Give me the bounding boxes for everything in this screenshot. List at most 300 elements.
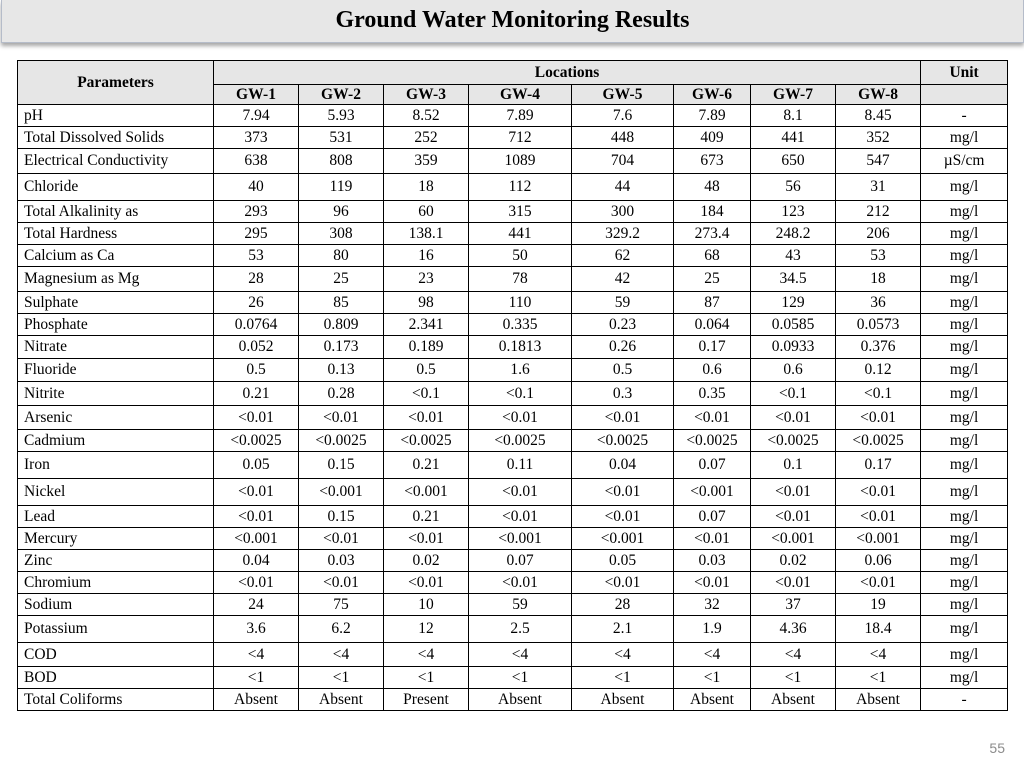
value-cell: 712 xyxy=(469,127,572,149)
value-cell: 25 xyxy=(299,267,384,292)
value-cell: 0.0933 xyxy=(751,336,836,359)
value-cell: 36 xyxy=(836,292,921,314)
table-row xyxy=(18,336,1008,359)
page-number: 55 xyxy=(989,740,1005,756)
value-cell: 98 xyxy=(384,292,469,314)
value-cell: 0.06 xyxy=(836,550,921,572)
value-cell: <0.1 xyxy=(836,382,921,406)
parameter-cell: Mercury xyxy=(18,528,214,550)
value-cell: 329.2 xyxy=(572,223,674,245)
parameter-cell: Lead xyxy=(18,506,214,528)
value-cell: 28 xyxy=(572,594,674,616)
unit-cell: mg/l xyxy=(921,336,1008,359)
value-cell: 2.341 xyxy=(384,314,469,336)
parameter-cell: Zinc xyxy=(18,550,214,572)
parameter-cell: Arsenic xyxy=(18,406,214,430)
parameter-cell: Electrical Conductivity xyxy=(18,149,214,174)
value-cell: <0.0025 xyxy=(469,430,572,452)
value-cell: <0.01 xyxy=(299,528,384,550)
parameter-cell: BOD xyxy=(18,667,214,689)
header-site: GW-6 xyxy=(674,85,751,105)
value-cell: <1 xyxy=(674,667,751,689)
value-cell: 23 xyxy=(384,267,469,292)
table-body xyxy=(18,105,1008,711)
value-cell: 0.17 xyxy=(674,336,751,359)
unit-cell: mg/l xyxy=(921,292,1008,314)
value-cell: <0.01 xyxy=(674,528,751,550)
value-cell: Present xyxy=(384,689,469,711)
value-cell: 2.5 xyxy=(469,616,572,643)
value-cell: 409 xyxy=(674,127,751,149)
header-unit: Unit xyxy=(921,61,1008,85)
unit-cell: mg/l xyxy=(921,223,1008,245)
table-row xyxy=(18,314,1008,336)
value-cell: <1 xyxy=(751,667,836,689)
value-cell: 25 xyxy=(674,267,751,292)
value-cell: <0.001 xyxy=(469,528,572,550)
value-cell: 2.1 xyxy=(572,616,674,643)
parameter-cell: Sodium xyxy=(18,594,214,616)
parameter-cell: Total Alkalinity as xyxy=(18,201,214,223)
value-cell: 352 xyxy=(836,127,921,149)
value-cell: 10 xyxy=(384,594,469,616)
table-row xyxy=(18,528,1008,550)
value-cell: 40 xyxy=(214,174,299,201)
value-cell: 0.189 xyxy=(384,336,469,359)
value-cell: 44 xyxy=(572,174,674,201)
value-cell: 1.6 xyxy=(469,359,572,382)
value-cell: 53 xyxy=(214,245,299,267)
value-cell: 704 xyxy=(572,149,674,174)
unit-cell: mg/l xyxy=(921,127,1008,149)
unit-cell: mg/l xyxy=(921,382,1008,406)
value-cell: <4 xyxy=(299,643,384,667)
table-row xyxy=(18,201,1008,223)
unit-cell: mg/l xyxy=(921,479,1008,506)
table-row xyxy=(18,267,1008,292)
unit-cell: mg/l xyxy=(921,452,1008,479)
value-cell: <0.001 xyxy=(572,528,674,550)
value-cell: 50 xyxy=(469,245,572,267)
value-cell: <0.01 xyxy=(572,572,674,594)
value-cell: 0.02 xyxy=(751,550,836,572)
table-row xyxy=(18,105,1008,127)
value-cell: 300 xyxy=(572,201,674,223)
value-cell: 531 xyxy=(299,127,384,149)
value-cell: <0.0025 xyxy=(572,430,674,452)
value-cell: <0.01 xyxy=(572,479,674,506)
value-cell: 0.376 xyxy=(836,336,921,359)
value-cell: 0.064 xyxy=(674,314,751,336)
value-cell: <0.01 xyxy=(384,528,469,550)
value-cell: 0.04 xyxy=(214,550,299,572)
unit-cell: mg/l xyxy=(921,359,1008,382)
value-cell: Absent xyxy=(469,689,572,711)
header-site: GW-2 xyxy=(299,85,384,105)
value-cell: <0.01 xyxy=(674,406,751,430)
value-cell: 0.052 xyxy=(214,336,299,359)
value-cell: 26 xyxy=(214,292,299,314)
value-cell: 80 xyxy=(299,245,384,267)
value-cell: 59 xyxy=(469,594,572,616)
value-cell: 0.173 xyxy=(299,336,384,359)
value-cell: <0.01 xyxy=(836,406,921,430)
value-cell: 0.1813 xyxy=(469,336,572,359)
value-cell: 293 xyxy=(214,201,299,223)
header-site: GW-4 xyxy=(469,85,572,105)
table-row xyxy=(18,643,1008,667)
value-cell: 0.6 xyxy=(674,359,751,382)
value-cell: 8.45 xyxy=(836,105,921,127)
parameter-cell: Fluoride xyxy=(18,359,214,382)
value-cell: <0.01 xyxy=(836,506,921,528)
value-cell: <0.0025 xyxy=(384,430,469,452)
table-row xyxy=(18,406,1008,430)
value-cell: <1 xyxy=(299,667,384,689)
value-cell: <0.01 xyxy=(751,406,836,430)
value-cell: <4 xyxy=(214,643,299,667)
value-cell: <0.01 xyxy=(751,572,836,594)
value-cell: 6.2 xyxy=(299,616,384,643)
value-cell: 547 xyxy=(836,149,921,174)
value-cell: 359 xyxy=(384,149,469,174)
value-cell: 0.05 xyxy=(572,550,674,572)
value-cell: 123 xyxy=(751,201,836,223)
value-cell: <0.01 xyxy=(469,406,572,430)
value-cell: <0.01 xyxy=(469,506,572,528)
value-cell: 0.15 xyxy=(299,506,384,528)
value-cell: 138.1 xyxy=(384,223,469,245)
value-cell: 28 xyxy=(214,267,299,292)
parameter-cell: Nickel xyxy=(18,479,214,506)
title-bar xyxy=(1,0,1024,43)
value-cell: 112 xyxy=(469,174,572,201)
value-cell: 68 xyxy=(674,245,751,267)
header-parameters: Parameters xyxy=(18,61,214,105)
table-row xyxy=(18,572,1008,594)
value-cell: 8.1 xyxy=(751,105,836,127)
value-cell: 0.07 xyxy=(674,452,751,479)
value-cell: 16 xyxy=(384,245,469,267)
value-cell: 37 xyxy=(751,594,836,616)
value-cell: <4 xyxy=(469,643,572,667)
value-cell: 31 xyxy=(836,174,921,201)
value-cell: 0.03 xyxy=(674,550,751,572)
unit-cell: mg/l xyxy=(921,245,1008,267)
value-cell: 0.0573 xyxy=(836,314,921,336)
value-cell: 0.6 xyxy=(751,359,836,382)
value-cell: <0.001 xyxy=(674,479,751,506)
value-cell: 59 xyxy=(572,292,674,314)
value-cell: <0.01 xyxy=(751,506,836,528)
table-row xyxy=(18,149,1008,174)
value-cell: 48 xyxy=(674,174,751,201)
value-cell: 0.21 xyxy=(214,382,299,406)
value-cell: 0.35 xyxy=(674,382,751,406)
table-row xyxy=(18,616,1008,643)
value-cell: <0.001 xyxy=(751,528,836,550)
value-cell: Absent xyxy=(836,689,921,711)
header-locations: Locations xyxy=(214,61,921,85)
value-cell: <0.0025 xyxy=(674,430,751,452)
value-cell: <4 xyxy=(836,643,921,667)
value-cell: Absent xyxy=(572,689,674,711)
value-cell: 0.21 xyxy=(384,506,469,528)
parameter-cell: Phosphate xyxy=(18,314,214,336)
header-site: GW-5 xyxy=(572,85,674,105)
value-cell: 7.89 xyxy=(674,105,751,127)
value-cell: 87 xyxy=(674,292,751,314)
value-cell: 7.89 xyxy=(469,105,572,127)
value-cell: 5.93 xyxy=(299,105,384,127)
unit-cell: mg/l xyxy=(921,594,1008,616)
unit-cell: mg/l xyxy=(921,430,1008,452)
value-cell: <1 xyxy=(469,667,572,689)
unit-cell: mg/l xyxy=(921,528,1008,550)
parameter-cell: pH xyxy=(18,105,214,127)
header-row-top xyxy=(18,61,1008,85)
value-cell: <0.01 xyxy=(214,406,299,430)
unit-cell: mg/l xyxy=(921,643,1008,667)
value-cell: Absent xyxy=(214,689,299,711)
value-cell: 0.809 xyxy=(299,314,384,336)
unit-cell: mg/l xyxy=(921,406,1008,430)
value-cell: 19 xyxy=(836,594,921,616)
value-cell: <0.0025 xyxy=(836,430,921,452)
header-unit-blank xyxy=(921,85,1008,105)
value-cell: <0.01 xyxy=(214,506,299,528)
value-cell: <0.01 xyxy=(299,406,384,430)
value-cell: 808 xyxy=(299,149,384,174)
unit-cell: mg/l xyxy=(921,572,1008,594)
header-site: GW-8 xyxy=(836,85,921,105)
value-cell: 0.21 xyxy=(384,452,469,479)
value-cell: 0.335 xyxy=(469,314,572,336)
value-cell: 0.1 xyxy=(751,452,836,479)
unit-cell: mg/l xyxy=(921,667,1008,689)
table-row xyxy=(18,127,1008,149)
value-cell: 206 xyxy=(836,223,921,245)
value-cell: <1 xyxy=(572,667,674,689)
value-cell: 24 xyxy=(214,594,299,616)
value-cell: <1 xyxy=(384,667,469,689)
value-cell: 0.5 xyxy=(572,359,674,382)
value-cell: 42 xyxy=(572,267,674,292)
value-cell: <4 xyxy=(572,643,674,667)
table-row xyxy=(18,452,1008,479)
value-cell: 0.13 xyxy=(299,359,384,382)
unit-cell: µS/cm xyxy=(921,149,1008,174)
value-cell: 18 xyxy=(384,174,469,201)
value-cell: 0.0585 xyxy=(751,314,836,336)
value-cell: 4.36 xyxy=(751,616,836,643)
value-cell: 0.12 xyxy=(836,359,921,382)
value-cell: <1 xyxy=(836,667,921,689)
value-cell: 252 xyxy=(384,127,469,149)
value-cell: 673 xyxy=(674,149,751,174)
table-row xyxy=(18,689,1008,711)
value-cell: <0.0025 xyxy=(751,430,836,452)
value-cell: 0.03 xyxy=(299,550,384,572)
parameter-cell: Sulphate xyxy=(18,292,214,314)
value-cell: <0.1 xyxy=(751,382,836,406)
unit-cell: mg/l xyxy=(921,550,1008,572)
parameter-cell: Chloride xyxy=(18,174,214,201)
value-cell: 0.07 xyxy=(674,506,751,528)
value-cell: 7.94 xyxy=(214,105,299,127)
value-cell: 0.15 xyxy=(299,452,384,479)
unit-cell: mg/l xyxy=(921,314,1008,336)
table-row xyxy=(18,174,1008,201)
value-cell: 1089 xyxy=(469,149,572,174)
value-cell: 315 xyxy=(469,201,572,223)
value-cell: 448 xyxy=(572,127,674,149)
value-cell: 0.26 xyxy=(572,336,674,359)
table-row xyxy=(18,245,1008,267)
unit-cell: mg/l xyxy=(921,267,1008,292)
table-row xyxy=(18,223,1008,245)
value-cell: 650 xyxy=(751,149,836,174)
value-cell: 0.04 xyxy=(572,452,674,479)
table-row xyxy=(18,506,1008,528)
parameter-cell: Potassium xyxy=(18,616,214,643)
value-cell: <0.01 xyxy=(214,479,299,506)
table-row xyxy=(18,550,1008,572)
page-title: Ground Water Monitoring Results xyxy=(335,7,690,33)
value-cell: <0.01 xyxy=(384,572,469,594)
value-cell: 0.02 xyxy=(384,550,469,572)
value-cell: 212 xyxy=(836,201,921,223)
value-cell: 373 xyxy=(214,127,299,149)
value-cell: <4 xyxy=(384,643,469,667)
value-cell: <0.01 xyxy=(469,572,572,594)
table-row xyxy=(18,430,1008,452)
value-cell: 0.0764 xyxy=(214,314,299,336)
parameter-cell: Nitrate xyxy=(18,336,214,359)
value-cell: 0.5 xyxy=(384,359,469,382)
unit-cell: mg/l xyxy=(921,201,1008,223)
value-cell: <0.01 xyxy=(214,572,299,594)
unit-cell: mg/l xyxy=(921,174,1008,201)
value-cell: 638 xyxy=(214,149,299,174)
parameter-cell: Cadmium xyxy=(18,430,214,452)
value-cell: 43 xyxy=(751,245,836,267)
value-cell: <0.0025 xyxy=(299,430,384,452)
header-site: GW-1 xyxy=(214,85,299,105)
unit-cell: - xyxy=(921,105,1008,127)
value-cell: 8.52 xyxy=(384,105,469,127)
value-cell: 110 xyxy=(469,292,572,314)
value-cell: <4 xyxy=(674,643,751,667)
value-cell: 56 xyxy=(751,174,836,201)
value-cell: <0.01 xyxy=(836,479,921,506)
value-cell: 12 xyxy=(384,616,469,643)
value-cell: 34.5 xyxy=(751,267,836,292)
value-cell: 248.2 xyxy=(751,223,836,245)
value-cell: 0.3 xyxy=(572,382,674,406)
value-cell: 75 xyxy=(299,594,384,616)
value-cell: 96 xyxy=(299,201,384,223)
header-site: GW-7 xyxy=(751,85,836,105)
value-cell: <0.001 xyxy=(384,479,469,506)
results-table xyxy=(17,60,1008,711)
parameter-cell: Total Dissolved Solids xyxy=(18,127,214,149)
value-cell: <0.001 xyxy=(214,528,299,550)
value-cell: 441 xyxy=(751,127,836,149)
value-cell: Absent xyxy=(299,689,384,711)
value-cell: 273.4 xyxy=(674,223,751,245)
value-cell: <0.01 xyxy=(469,479,572,506)
value-cell: 0.07 xyxy=(469,550,572,572)
value-cell: 1.9 xyxy=(674,616,751,643)
parameter-cell: Total Hardness xyxy=(18,223,214,245)
parameter-cell: Magnesium as Mg xyxy=(18,267,214,292)
value-cell: <0.001 xyxy=(836,528,921,550)
header-site: GW-3 xyxy=(384,85,469,105)
value-cell: <0.01 xyxy=(836,572,921,594)
value-cell: 0.28 xyxy=(299,382,384,406)
parameter-cell: Total Coliforms xyxy=(18,689,214,711)
parameter-cell: Nitrite xyxy=(18,382,214,406)
value-cell: 3.6 xyxy=(214,616,299,643)
value-cell: <0.01 xyxy=(572,506,674,528)
value-cell: 184 xyxy=(674,201,751,223)
value-cell: <0.01 xyxy=(384,406,469,430)
value-cell: 7.6 xyxy=(572,105,674,127)
table-row xyxy=(18,292,1008,314)
value-cell: 295 xyxy=(214,223,299,245)
value-cell: <4 xyxy=(751,643,836,667)
value-cell: 53 xyxy=(836,245,921,267)
value-cell: <0.1 xyxy=(469,382,572,406)
value-cell: <0.1 xyxy=(384,382,469,406)
value-cell: 85 xyxy=(299,292,384,314)
value-cell: 441 xyxy=(469,223,572,245)
value-cell: <0.01 xyxy=(572,406,674,430)
value-cell: 0.5 xyxy=(214,359,299,382)
value-cell: <0.01 xyxy=(751,479,836,506)
value-cell: 78 xyxy=(469,267,572,292)
value-cell: <0.0025 xyxy=(214,430,299,452)
table-row xyxy=(18,382,1008,406)
unit-cell: - xyxy=(921,689,1008,711)
parameter-cell: Chromium xyxy=(18,572,214,594)
value-cell: 0.11 xyxy=(469,452,572,479)
value-cell: Absent xyxy=(674,689,751,711)
table-row xyxy=(18,667,1008,689)
parameter-cell: Calcium as Ca xyxy=(18,245,214,267)
parameter-cell: Iron xyxy=(18,452,214,479)
value-cell: 0.23 xyxy=(572,314,674,336)
unit-cell: mg/l xyxy=(921,616,1008,643)
value-cell: <0.001 xyxy=(299,479,384,506)
value-cell: 18.4 xyxy=(836,616,921,643)
value-cell: 32 xyxy=(674,594,751,616)
value-cell: 0.05 xyxy=(214,452,299,479)
value-cell: 60 xyxy=(384,201,469,223)
value-cell: <1 xyxy=(214,667,299,689)
table-row xyxy=(18,594,1008,616)
value-cell: 0.17 xyxy=(836,452,921,479)
value-cell: 308 xyxy=(299,223,384,245)
unit-cell: mg/l xyxy=(921,506,1008,528)
table-row xyxy=(18,359,1008,382)
value-cell: 62 xyxy=(572,245,674,267)
value-cell: <0.01 xyxy=(674,572,751,594)
value-cell: <0.01 xyxy=(299,572,384,594)
value-cell: Absent xyxy=(751,689,836,711)
parameter-cell: COD xyxy=(18,643,214,667)
